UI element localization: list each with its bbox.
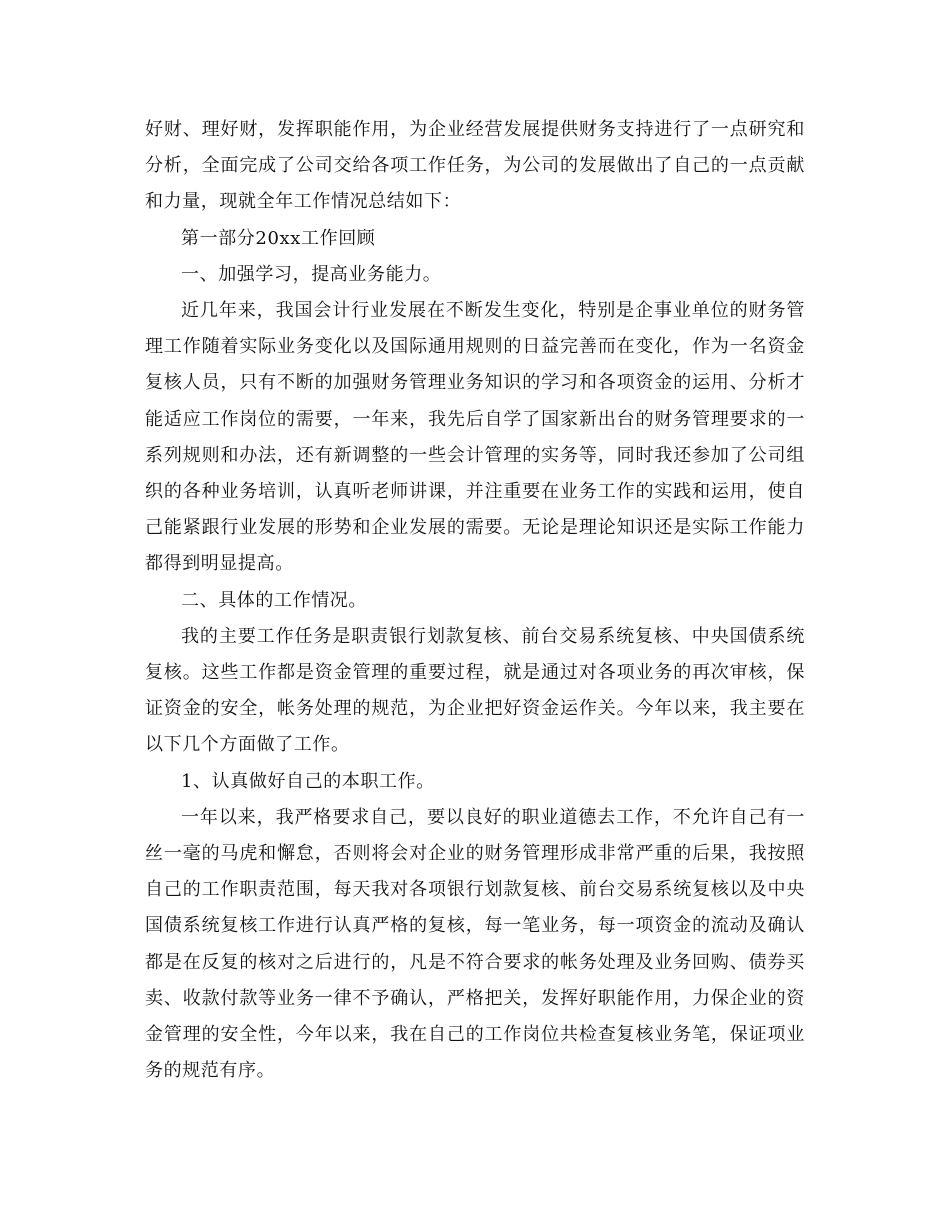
subheading-work-details: 二、具体的工作情况。 [181,589,367,611]
paragraph-own-duties: 一年以来，我严格要求自己，要以良好的职业道德去工作，不允许自己有一丝一毫的马虎和懈怠，否则将会对企业的财务管理形成非常严重的后果，我按照自己的工作职责范围，每天我对各项银行划款复核、前台交易系统复核以及中央国债系统复核工作进行认真严格的复核，每一笔业务，每一项资金的流动及确认都是在反复的核对之后进行的，凡是不符合要求的帐务处理及业务回购、债券买卖、收款付款等业务一律不予确认，严格把关，发挥好职能作用，力保企业的资金管理的安全性，今年以来，我在自己的工作岗位共检查复核业务笔，保证项业务的规范有序。 [145,806,805,1082]
subheading-strengthen-learning: 一、加强学习，提高业务能力。 [181,263,442,285]
document-body [145,112,805,1089]
paragraph-main-tasks: 我的主要工作任务是职责银行划款复核、前台交易系统复核、中央国债系统复核。这些工作都是资金管理的重要过程，就是通过对各项业务的再次审核，保证资金的安全，帐务处理的规范，为企业把好资金运作关。今年以来，我主要在以下几个方面做了工作。 [145,625,805,756]
paragraph-intro-continued: 好财、理好财，发挥职能作用，为企业经营发展提供财务支持进行了一点研究和分析，全面完成了公司交给各项工作任务，为公司的发展做出了自己的一点贡献和力量，现就全年工作情况总结如下： [145,119,805,213]
paragraph-learning: 近几年来，我国会计行业发展在不断发生变化，特别是企事业单位的财务管理工作随着实际业务变化以及国际通用规则的日益完善而在变化，作为一名资金复核人员，只有不断的加强财务管理业务知识的学习和各项资金的运用、分析才能适应工作岗位的需要，一年来，我先后自学了国家新出台的财务管理要求的一系列规则和办法，还有新调整的一些会计管理的实务等，同时我还参加了公司组织的各种业务培训，认真听老师讲课，并注重要在业务工作的实践和运用，使自己能紧跟行业发展的形势和企业发展的需要。无论是理论知识还是实际工作能力都得到明显提高。 [145,300,805,575]
subheading-own-duties: 1、认真做好自己的本职工作。 [181,770,435,792]
section-heading-part-one: 第一部分20xx工作回顾 [181,227,376,249]
